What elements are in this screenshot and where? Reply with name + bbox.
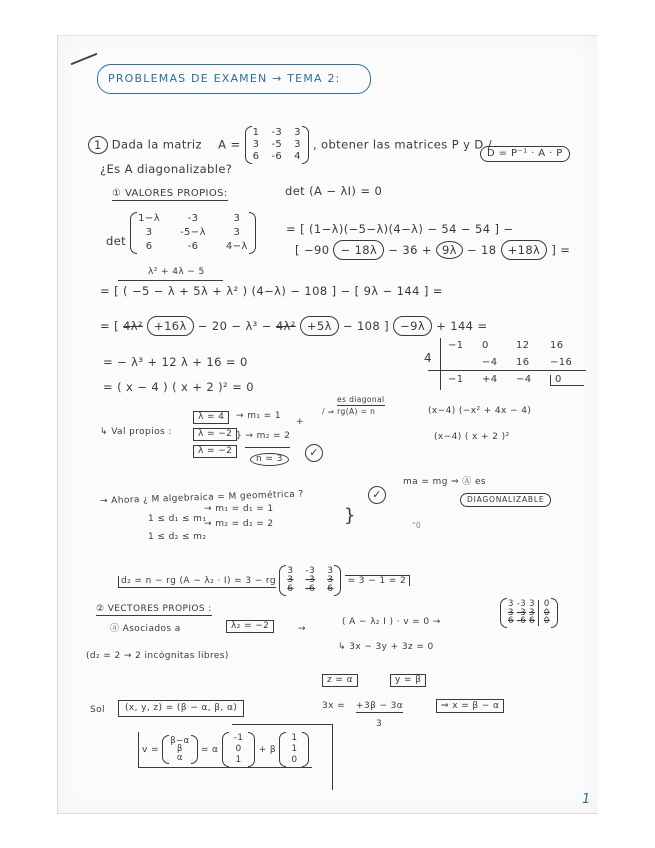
eigenvalue-2: λ = −2 — [193, 428, 237, 441]
x-equation-num: +3β − 3α — [356, 701, 404, 711]
sum-line — [245, 447, 290, 448]
ruffini-vline — [440, 338, 441, 390]
problem-number: 1 — [88, 136, 108, 154]
ruffini-divisor: 4 — [424, 351, 433, 365]
diag-note: es diagonal — [337, 395, 385, 404]
relation-d: D = P⁻¹ · A · P — [480, 146, 570, 162]
x-equation-left: 3x = — [322, 701, 346, 711]
det-expression: det 1−λ -3 3 3 -5−λ 3 6 -6 4−λ — [106, 214, 256, 252]
margin-note: "0 — [412, 521, 422, 530]
free-vars-note: (d₂ = 2 → 2 incógnitas libres) — [86, 651, 229, 661]
matrix-label: A = — [218, 137, 241, 152]
section-eigenvectors: ② VECTORES PROPIOS : — [96, 604, 212, 614]
diag-rule: / ⇒ rg(A) = n — [322, 407, 376, 416]
v-vector: β−α β α — [162, 737, 197, 763]
statement-prefix: Dada la matriz — [111, 137, 202, 152]
section-eigenvalues: ① VALORES PROPIOS: — [112, 188, 228, 199]
multiplicity-2: } → m₂ = 2 — [236, 431, 291, 441]
lambda-2: λ₂ = −2 — [226, 620, 274, 633]
det-line-4: = [ 4λ² +16λ − 20 − λ³ − 4λ² +5λ − 108 ] −9λ + 144 = — [100, 321, 488, 333]
page-title: PROBLEMAS DE EXAMEN → TEMA 2: — [108, 72, 341, 85]
z-parameter: z = α — [322, 674, 358, 687]
x-equation-den: 3 — [376, 719, 383, 729]
bracket-top — [232, 724, 332, 725]
characteristic-polynomial: = − λ³ + 12 λ + 16 = 0 — [103, 355, 248, 369]
statement-suffix: , obtener las matrices P y D / — [312, 137, 492, 152]
ruffini-table: −1 0 12 16 −4 16 −16 −1 +4 −4 0 — [448, 341, 584, 386]
y-parameter: y = β — [390, 674, 426, 687]
solution-label: Sol — [90, 705, 105, 715]
multiplicity-1: → m₁ = 1 — [236, 411, 281, 421]
det-line-3: = [ ( −5 − λ + 5λ + λ² ) (4−λ) − 108 ] − [ 9λ − 144 ] = — [100, 284, 443, 298]
eigenvalue-3: λ = −2 — [193, 445, 237, 458]
matrix-a-minus-lambda: 1−λ -3 3 3 -5−λ 3 6 -6 4−λ — [130, 214, 256, 252]
rank-matrix: 3 -3 3 3 -3 3 6 -6 6 — [279, 567, 341, 594]
brace: } — [344, 505, 356, 526]
augmented-matrix: 3 -3 3 0 3 -3 3 0 6 -6 6 0 — [500, 600, 558, 626]
det-line-2: [ −90 − 18λ − 36 + 9λ − 18 +18λ ] = — [295, 245, 570, 257]
plus-sign: + — [296, 417, 304, 427]
dimension-n: n = 3 — [250, 453, 289, 466]
overbrace — [118, 280, 223, 281]
check-icon: ✓ — [305, 444, 323, 462]
eigen-system: ( A − λ₂ I ) · v = 0 → — [342, 617, 441, 627]
factor-1: (x−4) (−x² + 4x − 4) — [428, 406, 532, 416]
result-2: → m₂ = d₂ = 2 — [204, 519, 274, 529]
eigenvalue-1: λ = 4 — [193, 411, 229, 424]
arrow: → — [298, 624, 306, 634]
factored-polynomial: = ( x − 4 ) ( x + 2 )² = 0 — [103, 380, 254, 394]
ineq-1: 1 ≤ d₁ ≤ m₁ — [148, 514, 207, 524]
problem-statement — [88, 128, 492, 162]
overbrace-note: λ² + 4λ − 5 — [148, 267, 205, 277]
associated-label: ⓐ Asociados a — [110, 624, 181, 634]
result-1: → m₁ = d₁ = 1 — [204, 504, 274, 514]
basis-vector-2: 1 1 0 — [279, 734, 309, 765]
factor-2: (x−4) ( x + 2 )² — [434, 432, 510, 442]
ma-mg-conclusion: ma = mg ⇒ Ⓐ es — [403, 477, 486, 487]
matrix-a: 1 -3 3 3 -5 3 6 -6 4 — [245, 128, 309, 162]
reduced-equation: ↳ 3x − 3y + 3z = 0 — [338, 642, 434, 652]
d2-formula: d₂ = n − rg (A − λ₂ · I) = 3 − rg 3 -3 3 3 -3 3 6 -6 6 = 3 − 1 = 2 — [118, 567, 410, 594]
x-result: ⇒ x = β − α — [436, 702, 504, 711]
page-number: 1 — [582, 792, 591, 807]
bracket-right — [332, 724, 333, 790]
char-equation: det (A − λI) = 0 — [285, 184, 383, 198]
vals-label: ↳ Val propios : — [100, 427, 172, 437]
geom-question: → Ahora ¿ M algebraica = M geométrica ? — [99, 489, 304, 507]
check-icon: ✓ — [368, 486, 386, 504]
solution-tuple: (x, y, z) = (β − α, β, α) — [118, 700, 244, 717]
eigenvector-general: v = β−α β α = α -1 0 1 + β 1 1 0 — [138, 732, 312, 768]
basis-vector-1: -1 0 1 — [222, 734, 256, 765]
ineq-2: 1 ≤ d₂ ≤ m₂ — [148, 532, 207, 542]
diagonalizable-badge: DIAGONALIZABLE — [460, 493, 551, 507]
det-line-1: = [ (1−λ)(−5−λ)(4−λ) − 54 − 54 ] − — [286, 222, 514, 236]
question-diagonalizable: ¿Es A diagonalizable? — [100, 162, 233, 176]
